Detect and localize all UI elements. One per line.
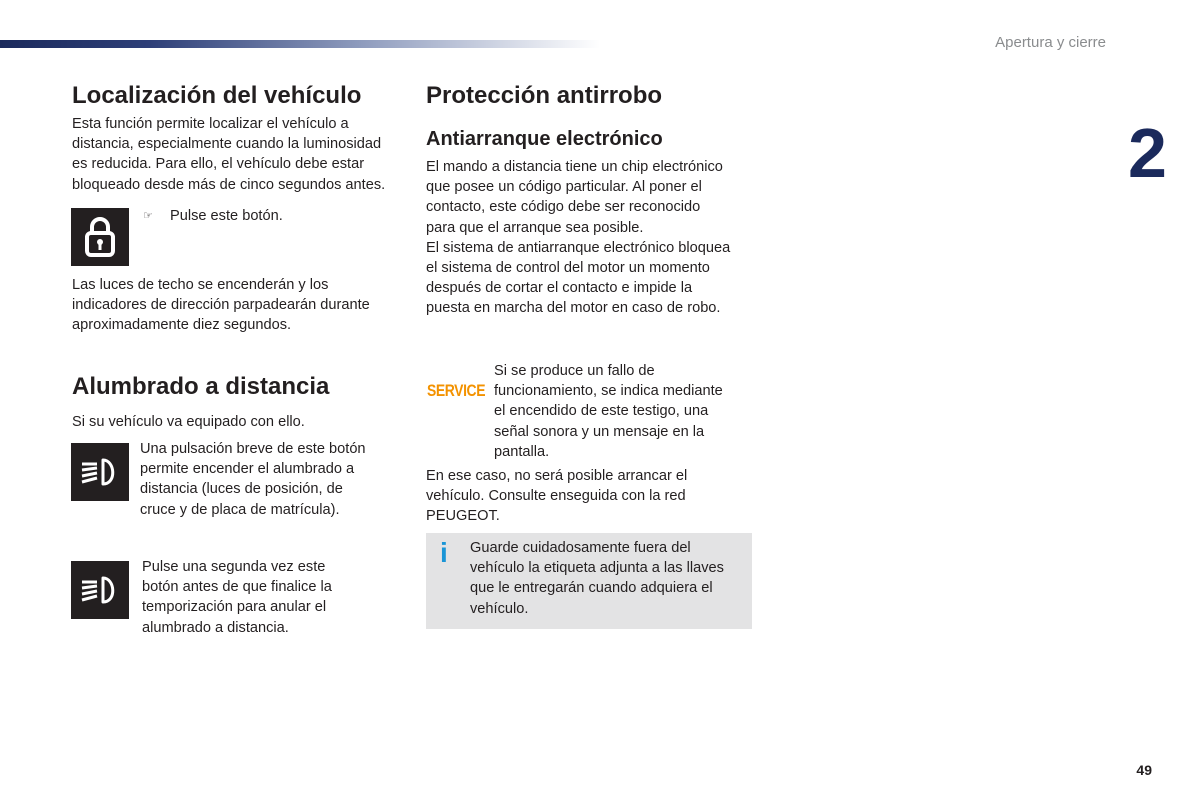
alumbrado-step1: Una pulsación breve de este botón permite encender el alumbrado a distancia (luces de posición, de cruce y de placa de matrícula). bbox=[140, 441, 366, 518]
section-label: Apertura y cierre bbox=[995, 34, 1106, 51]
headlight-button-icon-box-2 bbox=[71, 561, 129, 619]
alumbrado-step2: Pulse una segunda vez este botón antes de que finalice la temporización para anular el alumbrado a distancia. bbox=[142, 559, 332, 636]
chapter-number: 2 bbox=[1128, 114, 1167, 192]
localizacion-result: Las luces de techo se encenderán y los indicadores de dirección parpadearán durante aproximadamente diez segundos. bbox=[72, 277, 370, 334]
page-number: 49 bbox=[1136, 762, 1152, 778]
proteccion-title: Protección antirrobo bbox=[426, 82, 663, 109]
service-warning-text: Si se produce un fallo de funcionamiento, se indica mediante el encendido de este testigo, una señal sonora y un mensaje en la pantalla. bbox=[494, 363, 723, 460]
service-warning-icon: SERVICE bbox=[427, 381, 486, 400]
header-gradient-bar bbox=[0, 40, 600, 48]
localizacion-bullet-text: Pulse este botón. bbox=[170, 208, 283, 224]
antiarranque-description: El mando a distancia tiene un chip electrónico que posee un código particular. Al poner el contacto, este código debe ser reconocido para que el arranque sea posible. El sistema de antiarranque electrónico bloquea el sistema de control del motor un momento después de cortar el contacto e impide la puesta en marcha del motor en caso de robo. bbox=[426, 159, 731, 317]
pointer-bullet-icon: ☞ bbox=[143, 210, 153, 222]
alumbrado-title: Alumbrado a distancia bbox=[72, 373, 330, 400]
headlight-button-icon-box-1 bbox=[71, 443, 129, 501]
lock-button-icon-box bbox=[71, 208, 129, 266]
lock-icon bbox=[83, 215, 117, 259]
headlight-icon bbox=[79, 457, 121, 487]
localizacion-intro: Esta función permite localizar el vehículo a distancia, especialmente cuando la luminosidad es reducida. Para ello, el vehículo debe estar bloqueado desde más de cinco segundos antes. bbox=[72, 116, 386, 193]
localizacion-title: Localización del vehículo bbox=[72, 82, 362, 109]
info-icon: i bbox=[440, 537, 448, 568]
headlight-icon bbox=[79, 575, 121, 605]
antiarranque-subtitle: Antiarranque electrónico bbox=[426, 128, 663, 150]
info-box-text: Guarde cuidadosamente fuera del vehículo la etiqueta adjunta a las llaves que le entregarán cuando adquiera el vehículo. bbox=[470, 540, 724, 617]
no-arranque-text: En ese caso, no será posible arrancar el vehículo. Consulte enseguida con la red PEUGEOT. bbox=[426, 468, 688, 525]
alumbrado-intro: Si su vehículo va equipado con ello. bbox=[72, 414, 305, 430]
